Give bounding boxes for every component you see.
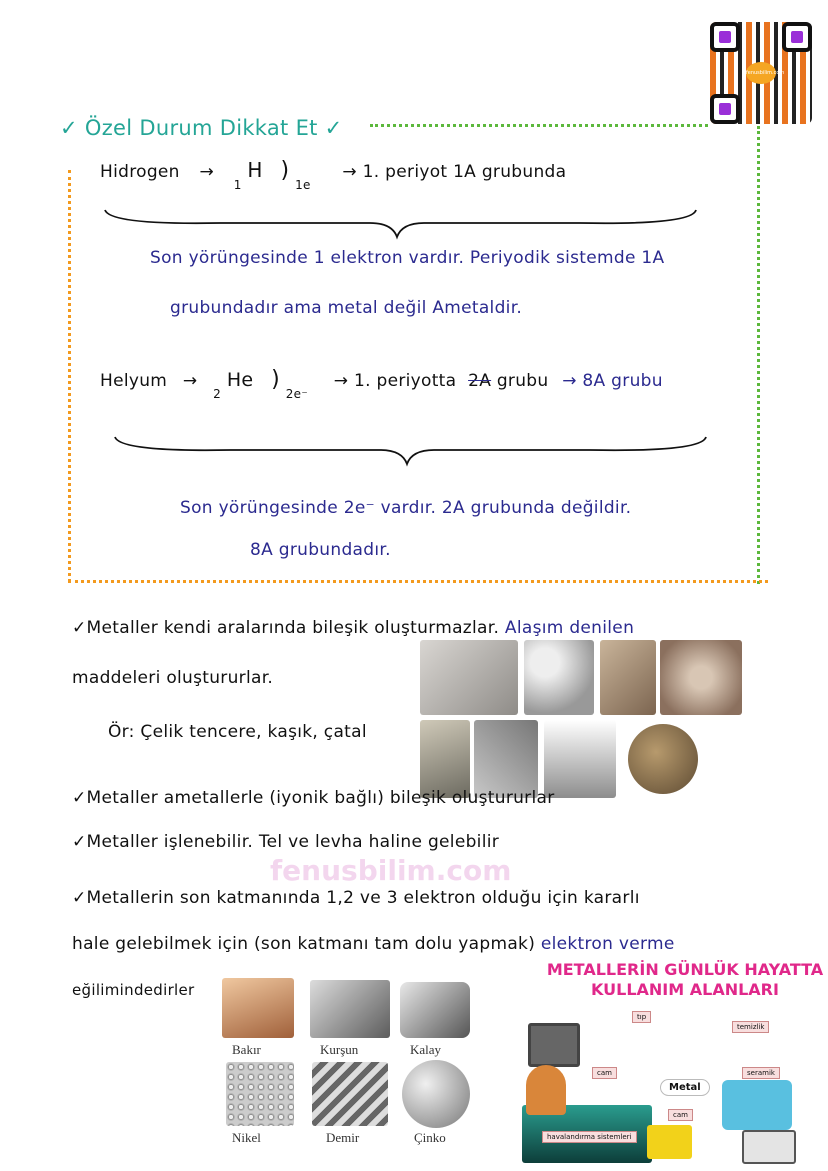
section-title: ✓ Özel Durum Dikkat Et ✓ (60, 116, 343, 140)
metal-photo-bakir (222, 978, 294, 1038)
tv-icon (528, 1023, 580, 1067)
metal-photo-kursun (310, 980, 390, 1038)
hydrogen-note-line: grubundadır ama metal değil Ametaldir. (170, 298, 523, 318)
crossed-out-text: 2A (468, 371, 492, 391)
infographic-chip: cam (668, 1109, 693, 1121)
hydrogen-note-line: Son yörüngesinde 1 elektron vardır. Periyodik sistemde 1A (150, 248, 665, 268)
coin-photo (628, 724, 698, 794)
metal-photo-kalay (400, 982, 470, 1038)
hydrogen-line: Hidrogen → $_1$ H ) $_{1e}$ → 1. periyot 1A grubunda (100, 158, 567, 192)
qr-corner (782, 22, 812, 52)
metal-caption: Demir (326, 1130, 360, 1145)
metal-photo-nikel (226, 1062, 294, 1126)
point-line: maddeleri oluştururlar. (72, 668, 274, 688)
helium-note-line: 8A grubundadır. (250, 540, 391, 560)
frame-right-border (757, 126, 760, 584)
qr-logo: fenusbilim.com (746, 62, 776, 84)
metal-caption: Kurşun (320, 1042, 359, 1057)
alloy-photo (600, 640, 656, 715)
box-icon (647, 1125, 692, 1159)
check-icon: ✓ (60, 116, 78, 140)
check-icon: ✓ (324, 116, 343, 140)
curly-brace (100, 205, 700, 241)
metal-photo-demir (312, 1062, 388, 1126)
helium-line: Helyum → $_2$ He ) $_{2e^-}$ → 1. periyotta 2A grubu → 8A grubu (100, 367, 663, 401)
infographic-chip: havalandırma sistemleri (542, 1131, 637, 1143)
point-line: eğilimindedirler (72, 981, 195, 999)
infographic-chip: cam (592, 1067, 617, 1079)
person-icon (526, 1065, 566, 1115)
pool-icon (722, 1080, 792, 1130)
point-line: ✓Metaller ametallerle (iyonik bağlı) bileşik oluştururlar (72, 788, 555, 808)
watermark: fenusbilim.com (270, 854, 512, 887)
alloy-photo (474, 720, 538, 798)
qr-code[interactable] (710, 22, 812, 124)
qr-corner (710, 94, 740, 124)
metal-photo-cinko (402, 1060, 470, 1128)
alloy-photo (420, 640, 518, 715)
metal-caption: Çinko (414, 1130, 446, 1145)
metal-caption: Bakır (232, 1042, 261, 1057)
alloy-photo (544, 720, 616, 798)
infographic-title: METALLERİN GÜNLÜK HAYATTA KULLANIM ALANLARI (546, 960, 824, 999)
example-line: Ör: Çelik tencere, kaşık, çatal (108, 722, 367, 742)
oven-icon (742, 1130, 796, 1164)
frame-left-border (68, 170, 71, 582)
infographic (522, 1005, 812, 1163)
alloy-photo (524, 640, 594, 715)
point-line: hale gelebilmek için (son katmanı tam dolu yapmak) elektron verme (72, 934, 675, 954)
curly-brace (110, 432, 710, 468)
point-line: ✓Metallerin son katmanında 1,2 ve 3 elektron olduğu için kararlı (72, 888, 640, 908)
infographic-chip: seramik (742, 1067, 780, 1079)
qr-corner (710, 22, 740, 52)
metal-caption: Nikel (232, 1130, 261, 1145)
alloy-photo (660, 640, 742, 715)
metal-caption: Kalay (410, 1042, 442, 1057)
point-line: ✓Metaller kendi aralarında bileşik oluşturmazlar. Alaşım denilen (72, 618, 635, 638)
alloy-photo (420, 720, 470, 798)
infographic-chip: temizlik (732, 1021, 769, 1033)
alloy-photo-grid (420, 640, 742, 798)
helium-note-line: Son yörüngesinde 2e⁻ vardır. 2A grubunda değildir. (180, 498, 632, 518)
infographic-center: Metal (660, 1079, 710, 1096)
infographic-chip: tıp (632, 1011, 651, 1023)
frame-top-border (370, 124, 708, 127)
frame-bottom-border (68, 580, 768, 583)
point-line: ✓Metaller işlenebilir. Tel ve levha haline gelebilir (72, 832, 500, 852)
